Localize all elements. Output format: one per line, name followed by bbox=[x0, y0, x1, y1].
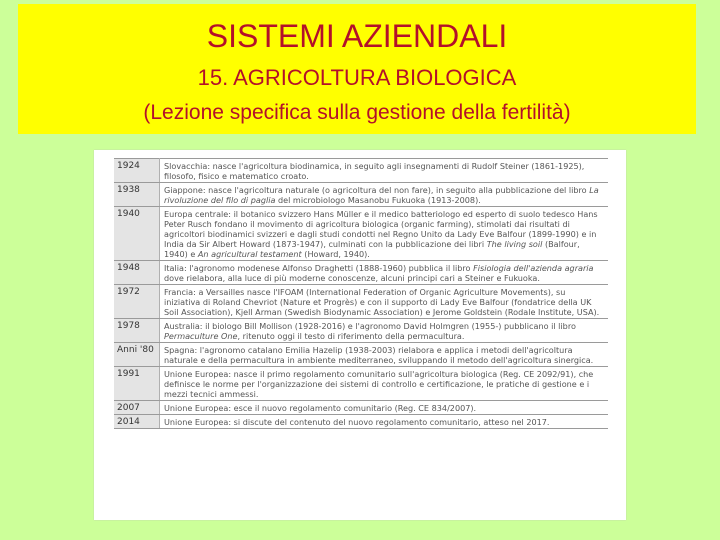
timeline-description bbox=[160, 207, 609, 261]
timeline-description bbox=[160, 343, 609, 367]
timeline-row bbox=[114, 285, 608, 319]
description-text: Giappone: nasce l'agricoltura naturale (o agricoltura del non fare), in seguito alla pubblicazione del libro bbox=[164, 185, 590, 195]
description-text: Italia: l'agronomo modenese Alfonso Draghetti (1888-1960) pubblica il libro bbox=[164, 263, 474, 273]
description-text: Spagna: l'agronomo catalano Emilia Hazelip (1938-2003) rielabora e applica i metodi dell'agricoltura naturale e della permacultura in ambiente mediterraneo, sviluppando il metodo dell'agricoltura sinergica. bbox=[164, 345, 594, 365]
timeline-row bbox=[114, 367, 608, 401]
timeline-row bbox=[114, 343, 608, 367]
description-text: (Balfour, 1940) e bbox=[164, 239, 580, 259]
book-title: La rivoluzione del filo di paglia bbox=[164, 185, 599, 205]
description-text: Australia: il biologo Bill Mollison (1928-2016) e l'agronomo David Holmgren (1955-) pubblicano il libro bbox=[164, 321, 576, 331]
timeline-description bbox=[160, 367, 609, 401]
description-text: dove rielabora, alla luce di più moderne conoscenze, alcuni principi cari a Steiner e Fukuoka. bbox=[164, 273, 540, 283]
timeline-description bbox=[160, 415, 609, 429]
timeline-year: Anni '80 bbox=[114, 343, 160, 367]
description-text: Europa centrale: il botanico svizzero Hans Müller e il medico batteriologo ed esperto di suolo tedesco Hans Peter Rusch fondano il movimento di agricoltura biologica (organic farming), stimolati dai risultati di agricoltori biodinamici svizzeri e dagli studi condotti nel Regno Unito da Lady Eve Balfour (1899-1990) e in India da Sir Albert Howard (1873-1947), culminati con la pubblicazione dei libri bbox=[164, 209, 598, 249]
timeline-description bbox=[160, 183, 609, 207]
timeline-year: 1938 bbox=[114, 183, 160, 207]
timeline-year: 2007 bbox=[114, 401, 160, 415]
timeline-description bbox=[160, 285, 609, 319]
timeline-row bbox=[114, 207, 608, 261]
timeline-description bbox=[160, 159, 609, 183]
description-text: Slovacchia: nasce l'agricoltura biodinamica, in seguito agli insegnamenti di Rudolf Steiner (1861-1925), filosofo, fisico e matematico croato. bbox=[164, 161, 585, 181]
book-title: Fisiologia dell'azienda agraria bbox=[473, 263, 594, 273]
timeline-image bbox=[94, 150, 626, 520]
timeline-row bbox=[114, 261, 608, 285]
description-text: , ritenuto oggi il testo di riferimento della permacultura. bbox=[237, 331, 465, 341]
description-text: (Howard, 1940). bbox=[301, 249, 370, 259]
timeline-table bbox=[114, 158, 608, 429]
timeline-year: 1978 bbox=[114, 319, 160, 343]
title-banner bbox=[18, 4, 696, 134]
timeline-row bbox=[114, 159, 608, 183]
book-title: The living soil bbox=[486, 239, 543, 249]
timeline-year: 2014 bbox=[114, 415, 160, 429]
timeline-year: 1940 bbox=[114, 207, 160, 261]
timeline-row bbox=[114, 319, 608, 343]
description-text: del microbiologo Masanobu Fukuoka (1913-2008). bbox=[275, 195, 481, 205]
slide-subtitle: 15. AGRICOLTURA BIOLOGICA bbox=[197, 65, 517, 90]
description-text: Unione Europea: si discute del contenuto del nuovo regolamento comunitario, atteso nel 2017. bbox=[164, 417, 550, 427]
description-text: Francia: a Versailles nasce l'IFOAM (International Federation of Organic Agriculture Movements), su iniziativa di Roland Chevriot (Nature et Progrès) e con il supporto di Lady Eve Balfour (fondatrice della UK Soil Association), Kjell Arman (Swedish Biodynamic Association) e Jerome Goldstein (Rodale Institute, USA). bbox=[164, 287, 600, 317]
timeline-year: 1948 bbox=[114, 261, 160, 285]
timeline-row bbox=[114, 415, 608, 429]
timeline-description bbox=[160, 401, 609, 415]
timeline-year: 1924 bbox=[114, 159, 160, 183]
slide-title: SISTEMI AZIENDALI bbox=[206, 18, 508, 54]
description-text: Unione Europea: nasce il primo regolamento comunitario sull'agricoltura biologica (Reg. CE 2092/91), che definisce le norme per l'organizzazione dei sistemi di controllo e certificazione, le pratiche di gestione e i mezzi tecnici ammessi. bbox=[164, 369, 594, 399]
book-title: An agricultural testament bbox=[197, 249, 302, 259]
timeline-year: 1991 bbox=[114, 367, 160, 401]
timeline-row bbox=[114, 183, 608, 207]
timeline-year: 1972 bbox=[114, 285, 160, 319]
description-text: Unione Europea: esce il nuovo regolamento comunitario (Reg. CE 834/2007). bbox=[164, 403, 477, 413]
slide-subtitle-note: (Lezione specifica sulla gestione della fertilità) bbox=[143, 101, 571, 124]
timeline-description bbox=[160, 261, 609, 285]
book-title: Permaculture One bbox=[164, 331, 238, 341]
timeline-row bbox=[114, 401, 608, 415]
timeline-description bbox=[160, 319, 609, 343]
